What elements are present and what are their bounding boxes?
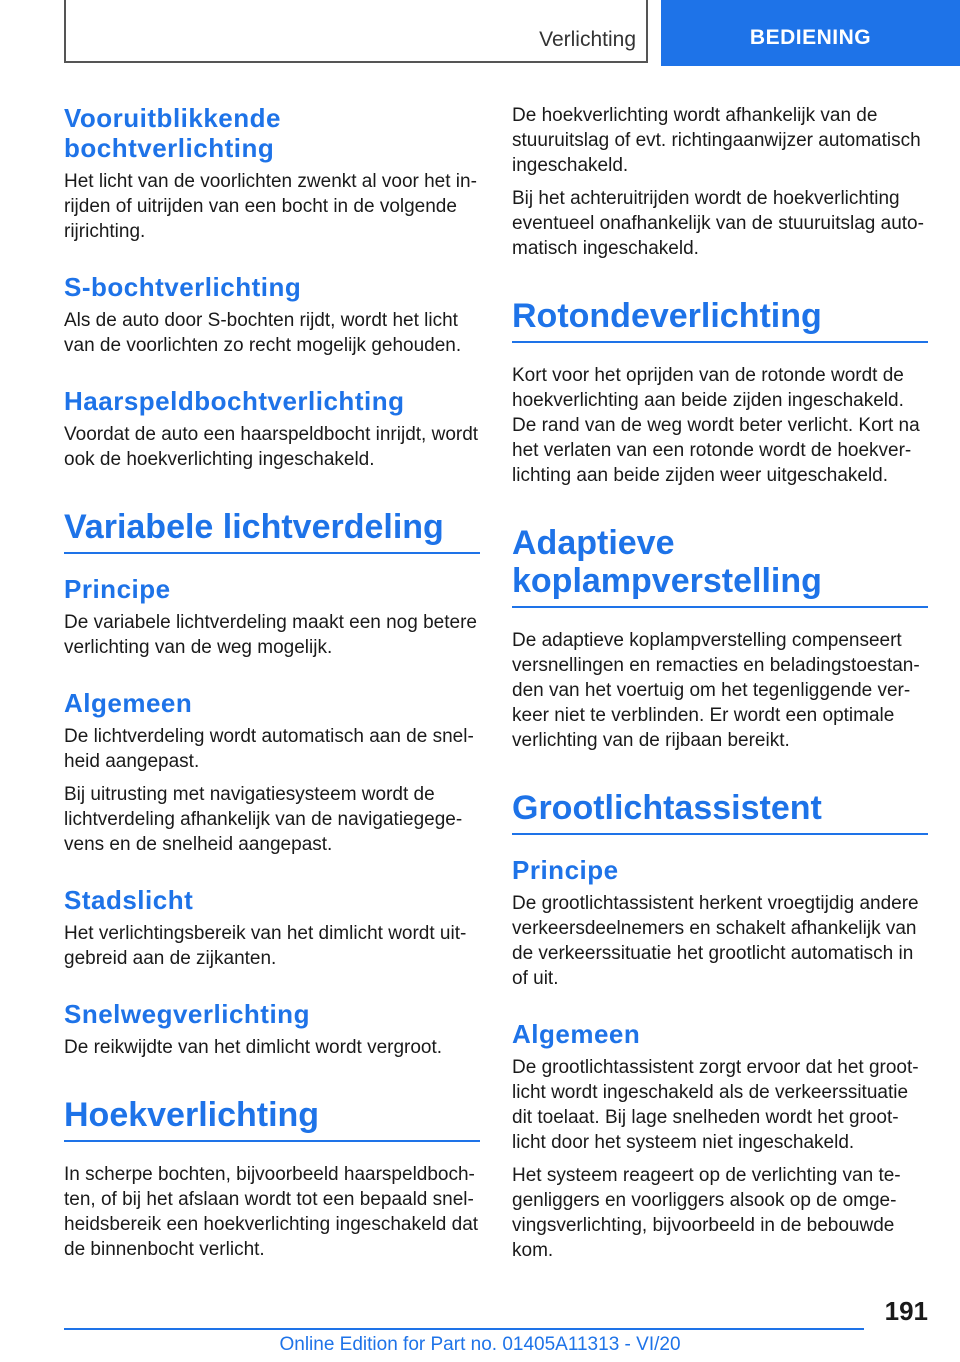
page-header bbox=[0, 0, 960, 66]
heading-hoekverlichting: Hoekverlichting bbox=[64, 1096, 480, 1142]
chapter-tab: BEDIENING bbox=[661, 0, 960, 66]
heading-s-bocht: S-bochtverlichting bbox=[64, 272, 302, 302]
heading-adaptieve-koplampverstelling: Adaptieve koplampverstelling bbox=[512, 524, 928, 608]
paragraph: Het systeem reageert op de verlichting van te-genliggers en voorliggers alsook op de omge-vingsverlichting, bijvoorbeeld in de bebouwde kom. bbox=[512, 1165, 901, 1261]
heading-principe: Principe bbox=[64, 574, 171, 604]
paragraph: Het licht van de voorlichten zwenkt al voor het in-rijden of uitrijden van een bocht in de volgende rijrichting. bbox=[64, 171, 477, 242]
footer-divider bbox=[64, 1328, 864, 1330]
paragraph: In scherpe bochten, bijvoorbeeld haarspeldboch-ten, of bij het afslaan wordt tot een bepaald snel-heidsbereik een hoekverlichting ingeschakeld dat de binnenbocht verlicht. bbox=[64, 1164, 479, 1260]
heading-principe: Principe bbox=[512, 855, 619, 885]
paragraph: Het verlichtingsbereik van het dimlicht wordt uit-gebreid aan de zijkanten. bbox=[64, 923, 467, 969]
page-number: 191 bbox=[884, 1296, 928, 1326]
paragraph: De lichtverdeling wordt automatisch aan de snel-heid aangepast. bbox=[64, 726, 474, 772]
left-column bbox=[64, 103, 480, 1270]
heading-vooruitblikkende: Vooruitblikkende bochtverlichting bbox=[64, 103, 281, 163]
heading-algemeen: Algemeen bbox=[64, 688, 193, 718]
heading-rotondeverlichting: Rotondeverlichting bbox=[512, 297, 928, 343]
paragraph: De grootlichtassistent herkent vroegtijdig andere verkeersdeelnemers en schakelt afhankelijk van de verkeerssituatie het grootlicht automatisch in of uit. bbox=[512, 893, 919, 989]
right-column bbox=[512, 103, 928, 1271]
paragraph: De reikwijdte van het dimlicht wordt vergroot. bbox=[64, 1037, 443, 1058]
paragraph: Bij uitrusting met navigatiesysteem wordt de lichtverdeling afhankelijk van de navigatiegege-vens en de snelheid aangepast. bbox=[64, 784, 463, 855]
heading-variabele-lichtverdeling: Variabele lichtverdeling bbox=[64, 508, 480, 554]
heading-stadslicht: Stadslicht bbox=[64, 885, 194, 915]
section-title: Verlichting bbox=[539, 28, 636, 51]
paragraph: Bij het achteruitrijden wordt de hoekverlichting eventueel onafhankelijk van de stuuruitslag auto-matisch ingeschakeld. bbox=[512, 188, 924, 259]
paragraph: De adaptieve koplampverstelling compenseert versnellingen en remacties en beladingstoestan-den van het voertuig om het tegenliggende ver-keer niet te verblinden. Er wordt een optimale verlichting van de rijbaan bereikt. bbox=[512, 630, 920, 751]
paragraph: Kort voor het oprijden van de rotonde wordt de hoekverlichting aan beide zijden ingeschakeld. De rand van de weg wordt beter verlicht. Kort na het verlaten van een rotonde wordt de hoekver-lichting aan beide zijden weer uitgeschakeld. bbox=[512, 365, 920, 486]
paragraph: Als de auto door S-bochten rijdt, wordt het licht van de voorlichten zo recht mogelijk gehouden. bbox=[64, 310, 462, 356]
heading-haarspeld: Haarspeldbochtverlichting bbox=[64, 386, 405, 416]
edition-footer: Online Edition for Part no. 01405A11313 - VI/20 bbox=[279, 1334, 681, 1355]
paragraph: De grootlichtassistent zorgt ervoor dat het groot-licht wordt ingeschakeld als de verkeerssituatie dit toelaat. Bij lage snelheden wordt het groot-licht door het systeem niet ingeschakeld. bbox=[512, 1057, 919, 1153]
heading-algemeen: Algemeen bbox=[512, 1019, 641, 1049]
heading-snelweg: Snelwegverlichting bbox=[64, 999, 310, 1029]
paragraph: Voordat de auto een haarspeldbocht inrijdt, wordt ook de hoekverlichting ingeschakeld. bbox=[64, 424, 479, 470]
paragraph: De hoekverlichting wordt afhankelijk van de stuuruitslag of evt. richtingaanwijzer automatisch ingeschakeld. bbox=[512, 105, 921, 176]
heading-grootlichtassistent: Grootlichtassistent bbox=[512, 789, 928, 835]
paragraph: De variabele lichtverdeling maakt een nog betere verlichting van de weg mogelijk. bbox=[64, 612, 477, 658]
